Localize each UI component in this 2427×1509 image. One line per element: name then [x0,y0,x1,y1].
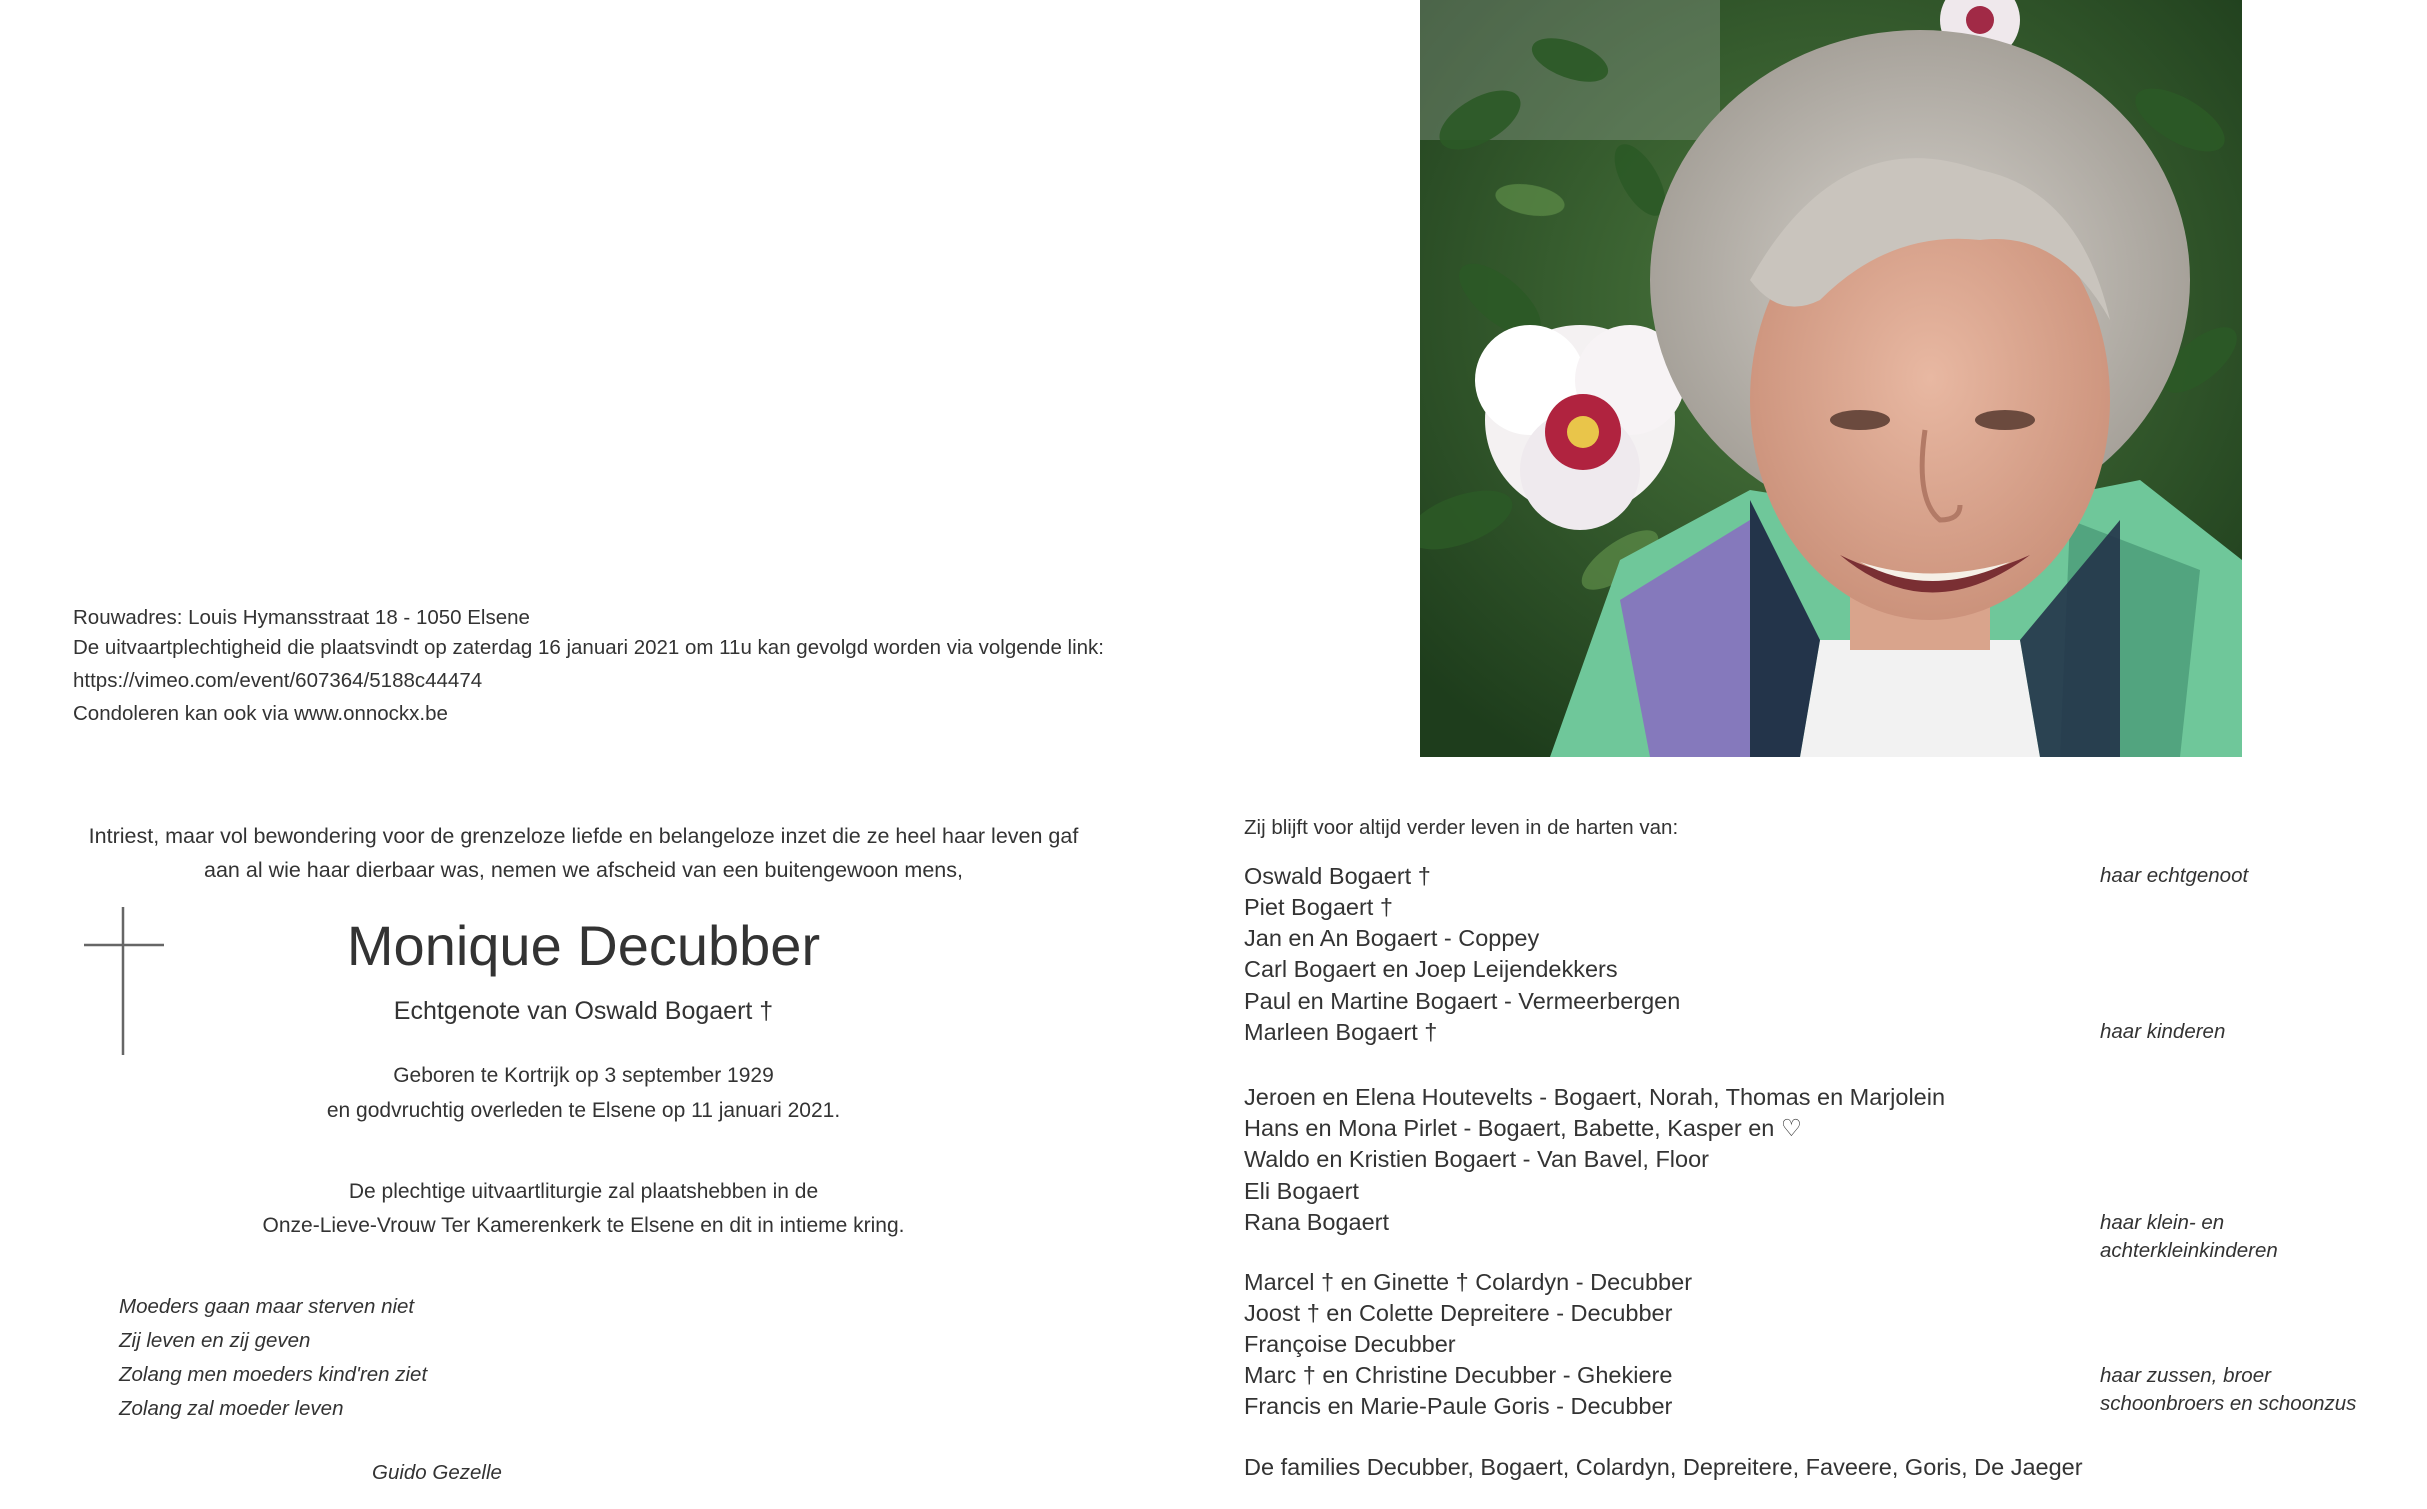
relation-grandchildren: achterkleinkinderen [2100,1239,2278,1262]
poem-line: Zolang zal moeder leven [119,1397,344,1420]
relation-spouse: haar echtgenoot [2100,864,2249,887]
relation-grandchildren: haar klein- en [2100,1211,2225,1234]
poem-author: Guido Gezelle [372,1461,502,1484]
family-member: Eli Bogaert [1244,1178,1359,1204]
intro-line-2: aan al wie haar dierbaar was, nemen we afscheid van een buitengewoon mens, [204,858,963,882]
spouse-line: Echtgenote van Oswald Bogaert † [393,997,774,1025]
family-member: Jan en An Bogaert - Coppey [1244,925,1540,951]
poem-line: Moeders gaan maar sterven niet [119,1295,415,1318]
poem-line: Zolang men moeders kind'ren ziet [119,1363,428,1386]
family-member: Marcel † en Ginette † Colardyn - Decubber [1244,1269,1693,1295]
family-member: Françoise Decubber [1244,1331,1456,1357]
relation-siblings: schoonbroers en schoonzus [2100,1392,2357,1415]
intro-line-1: Intriest, maar vol bewondering voor de grenzeloze liefde en belangeloze inzet die ze heel haar leven gaf [88,824,1079,848]
family-member: Oswald Bogaert † [1244,863,1431,889]
family-member: Francis en Marie-Paule Goris - Decubber [1244,1393,1673,1419]
practical-info [73,608,1273,728]
mourning-address: Rouwadres: Louis Hymansstraat 18 - 1050 Elsene [73,606,530,629]
liturgy-line-1: De plechtige uitvaartliturgie zal plaatshebben in de [348,1180,819,1203]
family-heading: Zij blijft voor altijd verder leven in de harten van: [1244,816,1679,839]
deceased-name: Monique Decubber [346,914,821,977]
death-line: en godvruchtig overleden te Elsene op 11 januari 2021. [326,1099,841,1122]
liturgy-line-2: Onze-Lieve-Vrouw Ter Kamerenkerk te Elsene en dit in intieme kring. [262,1214,905,1237]
poem-line: Zij leven en zij geven [119,1329,311,1352]
relation-children: haar kinderen [2100,1020,2226,1043]
family-member: Joost † en Colette Depreitere - Decubber [1244,1300,1673,1326]
family-member: Hans en Mona Pirlet - Bogaert, Babette, Kasper en ♡ [1244,1115,1802,1141]
relation-siblings: haar zussen, broer [2100,1364,2271,1387]
family-member: Paul en Martine Bogaert - Vermeerbergen [1244,988,1681,1014]
stream-link[interactable]: https://vimeo.com/event/607364/5188c44474 [73,669,483,692]
family-member: Piet Bogaert † [1244,894,1393,920]
family-member: Waldo en Kristien Bogaert - Van Bavel, Floor [1244,1146,1709,1172]
funeral-stream-notice: De uitvaartplechtigheid die plaatsvindt op zaterdag 16 januari 2021 om 11u kan gevolgd worden via volgende link: [73,636,1104,659]
birth-line: Geboren te Kortrijk op 3 september 1929 [393,1064,774,1087]
portrait-photo [1420,0,2242,757]
family-member: Marleen Bogaert † [1244,1019,1438,1045]
family-member: Marc † en Christine Decubber - Ghekiere [1244,1362,1673,1388]
portrait-illustration [1420,0,2242,757]
family-member: Jeroen en Elena Houtevelts - Bogaert, Norah, Thomas en Marjolein [1244,1084,1946,1110]
family-member: Carl Bogaert en Joep Leijendekkers [1244,956,1618,982]
family-member: De families Decubber, Bogaert, Colardyn, Depreitere, Faveere, Goris, De Jaeger [1244,1454,2083,1480]
family-member: Rana Bogaert [1244,1209,1390,1235]
condolence-note: Condoleren kan ook via www.onnockx.be [73,702,448,725]
